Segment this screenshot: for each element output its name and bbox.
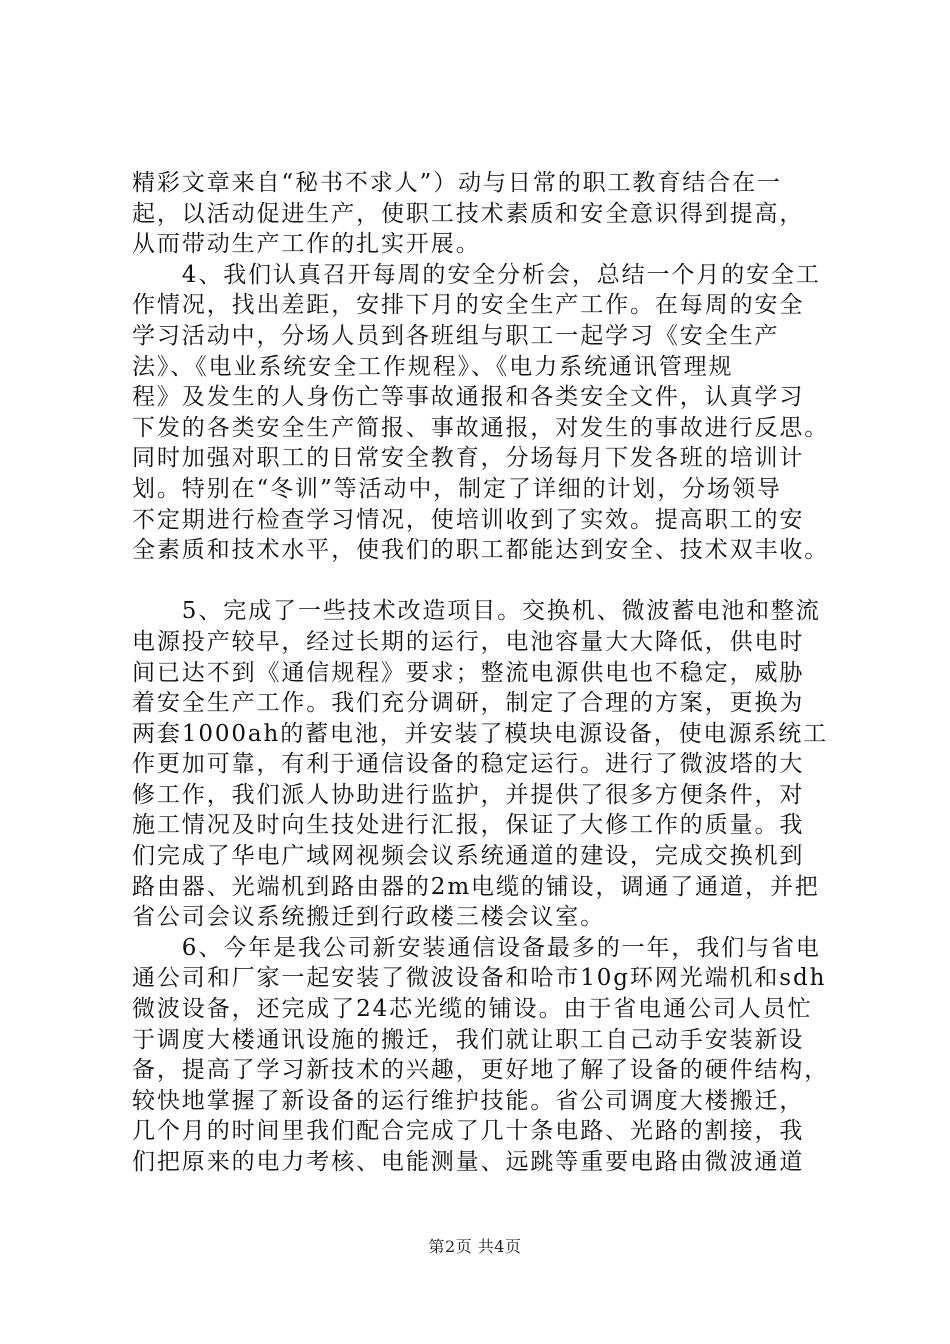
text-line: 下发的各类安全生产简报、事故通报，对发生的事故进行反思。 <box>132 414 830 441</box>
text-line: 6、今年是我公司新安装通信设备最多的一年，我们与省电 <box>132 934 821 961</box>
page-number: 第2页 共4页 <box>428 1237 522 1256</box>
text-line: 着安全生产工作。我们充分调研，制定了合理的方案，更换为 <box>132 690 805 717</box>
text-line: 程》及发生的人身伤亡等事故通报和各类安全文件，认真学习 <box>132 384 805 411</box>
text-line: 备，提高了学习新技术的兴趣，更好地了解了设备的硬件结构， <box>132 1057 830 1084</box>
text-line: 精彩文章来自“秘书不求人”）动与日常的职工教育结合在一 <box>132 170 782 196</box>
text-line: 5、完成了一些技术改造项目。交换机、微波蓄电池和整流 <box>132 598 821 625</box>
text-line: 不定期进行检查学习情况，使培训收到了实效。提高职工的安 <box>132 506 805 533</box>
text-line: 们把原来的电力考核、电能测量、远跳等重要电路由微波通道 <box>132 1149 805 1175</box>
text-line: 学习活动中，分场人员到各班组与职工一起学习《安全生产 <box>132 322 780 349</box>
text-line: 通公司和厂家一起安装了微波设备和哈市10g环网光端机和sdh <box>132 965 827 992</box>
text-line: 间已达不到《通信规程》要求；整流电源供电也不稳定，威胁 <box>132 659 805 686</box>
text-line: 于调度大楼通讯设施的搬迁，我们就让职工自己动手安装新设 <box>132 1026 805 1053</box>
text-line: 两套1000ah的蓄电池，并安装了模块电源设备，使电源系统工 <box>132 720 829 747</box>
text-line: 几个月的时间里我们配合完成了几十条电路、光路的割接，我 <box>132 1118 805 1145</box>
blank-line <box>132 566 854 597</box>
document-body <box>132 168 854 1178</box>
text-line: 起，以活动促进生产，使职工技术素质和安全意识得到提高， <box>132 200 805 227</box>
text-line: 法》、《电业系统安全工作规程》、《电力系统通讯管理规 <box>132 353 734 380</box>
text-line: 从而带动生产工作的扎实开展。 <box>132 231 481 258</box>
text-line: 同时加强对职工的日常安全教育，分场每月下发各班的培训计 <box>132 445 805 472</box>
text-line: 划。特别在“冬训”等活动中，制定了详细的计划，分场领导 <box>132 475 782 502</box>
text-line: 4、我们认真召开每周的安全分析会，总结一个月的安全工 <box>132 261 821 288</box>
text-line: 们完成了华电广域网视频会议系统通道的建设，完成交换机到 <box>132 843 805 870</box>
page-footer <box>0 1237 950 1257</box>
text-line: 全素质和技术水平，使我们的职工都能达到安全、技术双丰收。 <box>132 537 830 564</box>
text-line: 作更加可靠，有利于通信设备的稳定运行。进行了微波塔的大 <box>132 751 805 778</box>
text-line: 作情况，找出差距，安排下月的安全生产工作。在每周的安全 <box>132 292 805 319</box>
text-line: 省公司会议系统搬迁到行政楼三楼会议室。 <box>132 904 606 931</box>
text-line: 较快地掌握了新设备的运行维护技能。省公司调度大楼搬迁， <box>132 1087 805 1114</box>
text-line: 路由器、光端机到路由器的2m电缆的铺设，调通了通道，并把 <box>132 873 820 900</box>
text-line: 电源投产较早，经过长期的运行，电池容量大大降低，供电时 <box>132 628 805 655</box>
text-line: 施工情况及时向生技处进行汇报，保证了大修工作的质量。我 <box>132 812 805 839</box>
text-line: 修工作，我们派人协助进行监护，并提供了很多方便条件，对 <box>132 781 805 808</box>
text-line: 微波设备，还完成了24芯光缆的铺设。由于省电通公司人员忙 <box>132 996 813 1023</box>
